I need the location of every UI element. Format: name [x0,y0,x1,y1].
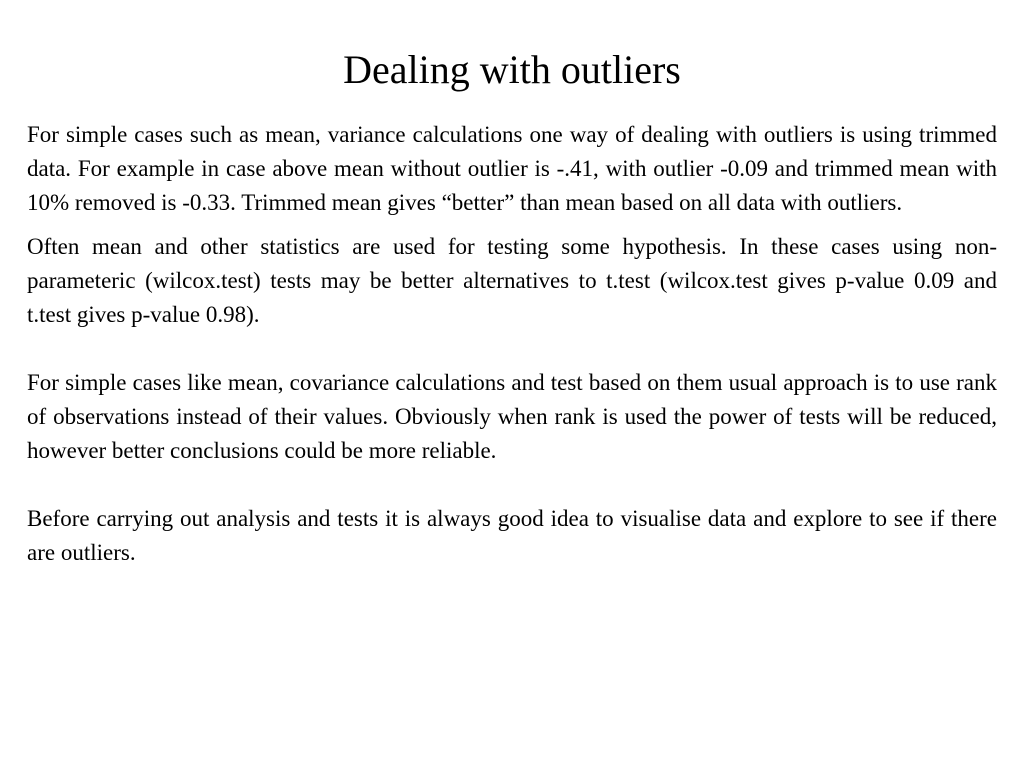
paragraph-hypothesis-testing: Often mean and other statistics are used for testing some hypothesis. In these cases using non-parameteric (wilcox.test) tests may be better alternatives to t.test (wilcox.test gives p-value 0.09 and t.test gives p-value 0.98). [27,234,997,327]
slide-body [27,118,997,570]
slide-title: Dealing with outliers [343,47,681,92]
paragraph-trimmed-data: For simple cases such as mean, variance calculations one way of dealing with outliers is using trimmed data. For example in case above mean without outlier is -.41, with outlier -0.09 and trimmed mean with 10% removed is -0.33. Trimmed mean gives “better” than mean based on all data with outliers. [27,122,997,215]
paragraph-rank-approach: For simple cases like mean, covariance calculations and test based on them usual approach is to use rank of observations instead of their values. Obviously when rank is used the power of tests will be reduced, however better conclusions could be more reliable. [27,370,997,463]
paragraph-visualise-data: Before carrying out analysis and tests it is always good idea to visualise data and explore to see if there are outliers. [27,506,997,565]
